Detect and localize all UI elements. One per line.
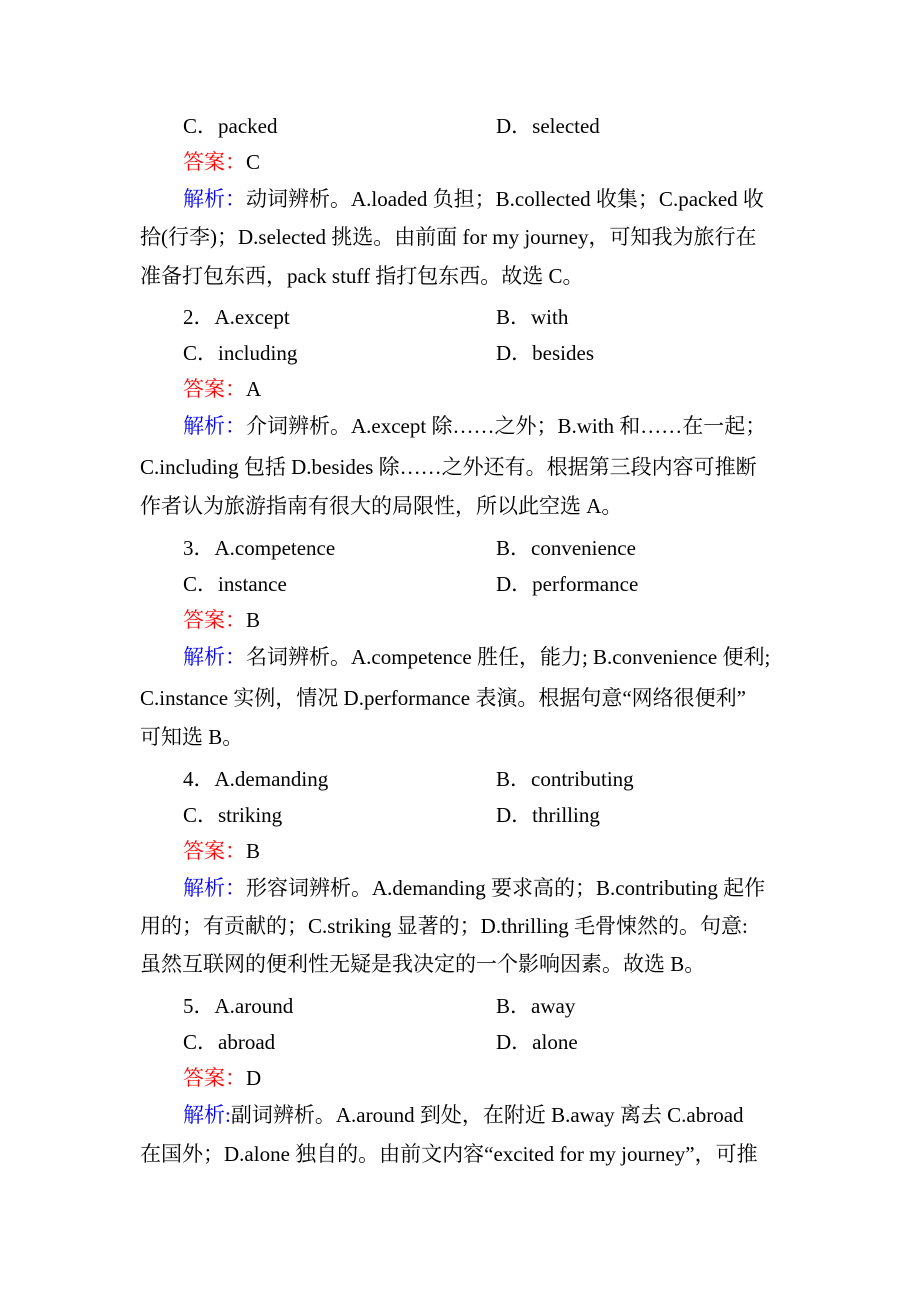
explanation-text: 可知选 B。 [140,725,244,749]
option-row [183,571,783,597]
answer-value: B [246,608,261,632]
explanation-label: 解析： [183,645,246,669]
answer-label: 答案： [183,1066,246,1090]
option-right: D．besides [496,341,594,365]
answer-value: B [246,839,261,863]
explanation-line [183,413,766,439]
explanation-line [140,724,243,750]
option-right: B．convenience [496,536,636,560]
explanation-text: 用的；有贡献的；C.striking 显著的；D.thrilling 毛骨悚然的。句意: [140,914,748,938]
explanation-text: 动词辨析。A.loaded 负担；B.collected 收集；C.packed 收 [246,187,764,211]
option-row [183,304,783,330]
answer-line [183,376,261,402]
explanation-text: 形容词辨析。A.demanding 要求高的；B.contributing 起作 [246,876,766,900]
option-left: C．packed [183,114,278,138]
option-row [183,1029,783,1055]
option-right: B．with [496,305,569,329]
option-right: B．away [496,994,576,1018]
answer-label: 答案： [183,377,246,401]
option-left: 4．A.demanding [183,767,329,791]
answer-line [183,607,260,633]
option-left: C．abroad [183,1030,276,1054]
option-right: D．thrilling [496,803,600,827]
explanation-text: C.including 包括 D.besides 除……之外还有。根据第三段内容可推断 [140,455,757,479]
answer-line [183,149,260,175]
explanation-line [140,685,746,711]
explanation-line [140,951,705,977]
explanation-text: 名词辨析。A.competence 胜任，能力; B.convenience 便利; [246,645,771,669]
answer-line [183,838,260,864]
explanation-text: 作者认为旅游指南有很大的局限性，所以此空选 A。 [140,494,623,518]
explanation-text: 准备打包东西，pack stuff 指打包东西。故选 C。 [140,264,584,288]
explanation-line [140,913,748,939]
answer-value: C [246,150,261,174]
explanation-label: 解析： [183,187,246,211]
option-left: C．including [183,341,298,365]
option-row [183,535,783,561]
option-left: 5．A.around [183,994,294,1018]
option-row [183,113,783,139]
option-right: B．contributing [496,767,634,791]
explanation-text: C.instance 实例，情况 D.performance 表演。根据句意“网络很便利” [140,686,746,710]
explanation-label: 解析： [183,414,246,438]
option-left: 3．A.competence [183,536,336,560]
answer-value: A [246,377,262,401]
answer-line [183,1065,261,1091]
option-row [183,766,783,792]
option-row [183,993,783,1019]
explanation-text: 虽然互联网的便利性无疑是我决定的一个影响因素。故选 B。 [140,952,706,976]
explanation-line [183,875,765,901]
option-left: C．instance [183,572,287,596]
option-row [183,802,783,828]
explanation-line [140,454,757,480]
option-row [183,340,783,366]
explanation-line [140,224,757,250]
option-left: C．striking [183,803,283,827]
explanation-label: 解析： [183,876,246,900]
explanation-line [183,186,764,212]
option-left: 2．A.except [183,305,290,329]
answer-label: 答案： [183,839,246,863]
explanation-line [140,263,584,289]
explanation-text: 介词辨析。A.except 除……之外；B.with 和……在一起； [246,414,767,438]
answer-value: D [246,1066,262,1090]
explanation-text: 拾(行李)；D.selected 挑选。由前面 for my journey，可知我为旅行在 [140,225,757,249]
explanation-line [140,1141,758,1167]
explanation-line [140,493,622,519]
option-right: D．alone [496,1030,578,1054]
explanation-text: 在国外；D.alone 独自的。由前文内容“excited for my journey”，可推 [140,1142,758,1166]
explanation-text: 副词辨析。A.around 到处，在附近 B.away 离去 C.abroad [230,1103,744,1127]
option-right: D．performance [496,572,639,596]
option-right: D．selected [496,114,600,138]
answer-label: 答案： [183,150,246,174]
explanation-line [183,644,770,670]
explanation-line [183,1102,744,1128]
explanation-label: 解析: [183,1103,231,1127]
answer-label: 答案： [183,608,246,632]
